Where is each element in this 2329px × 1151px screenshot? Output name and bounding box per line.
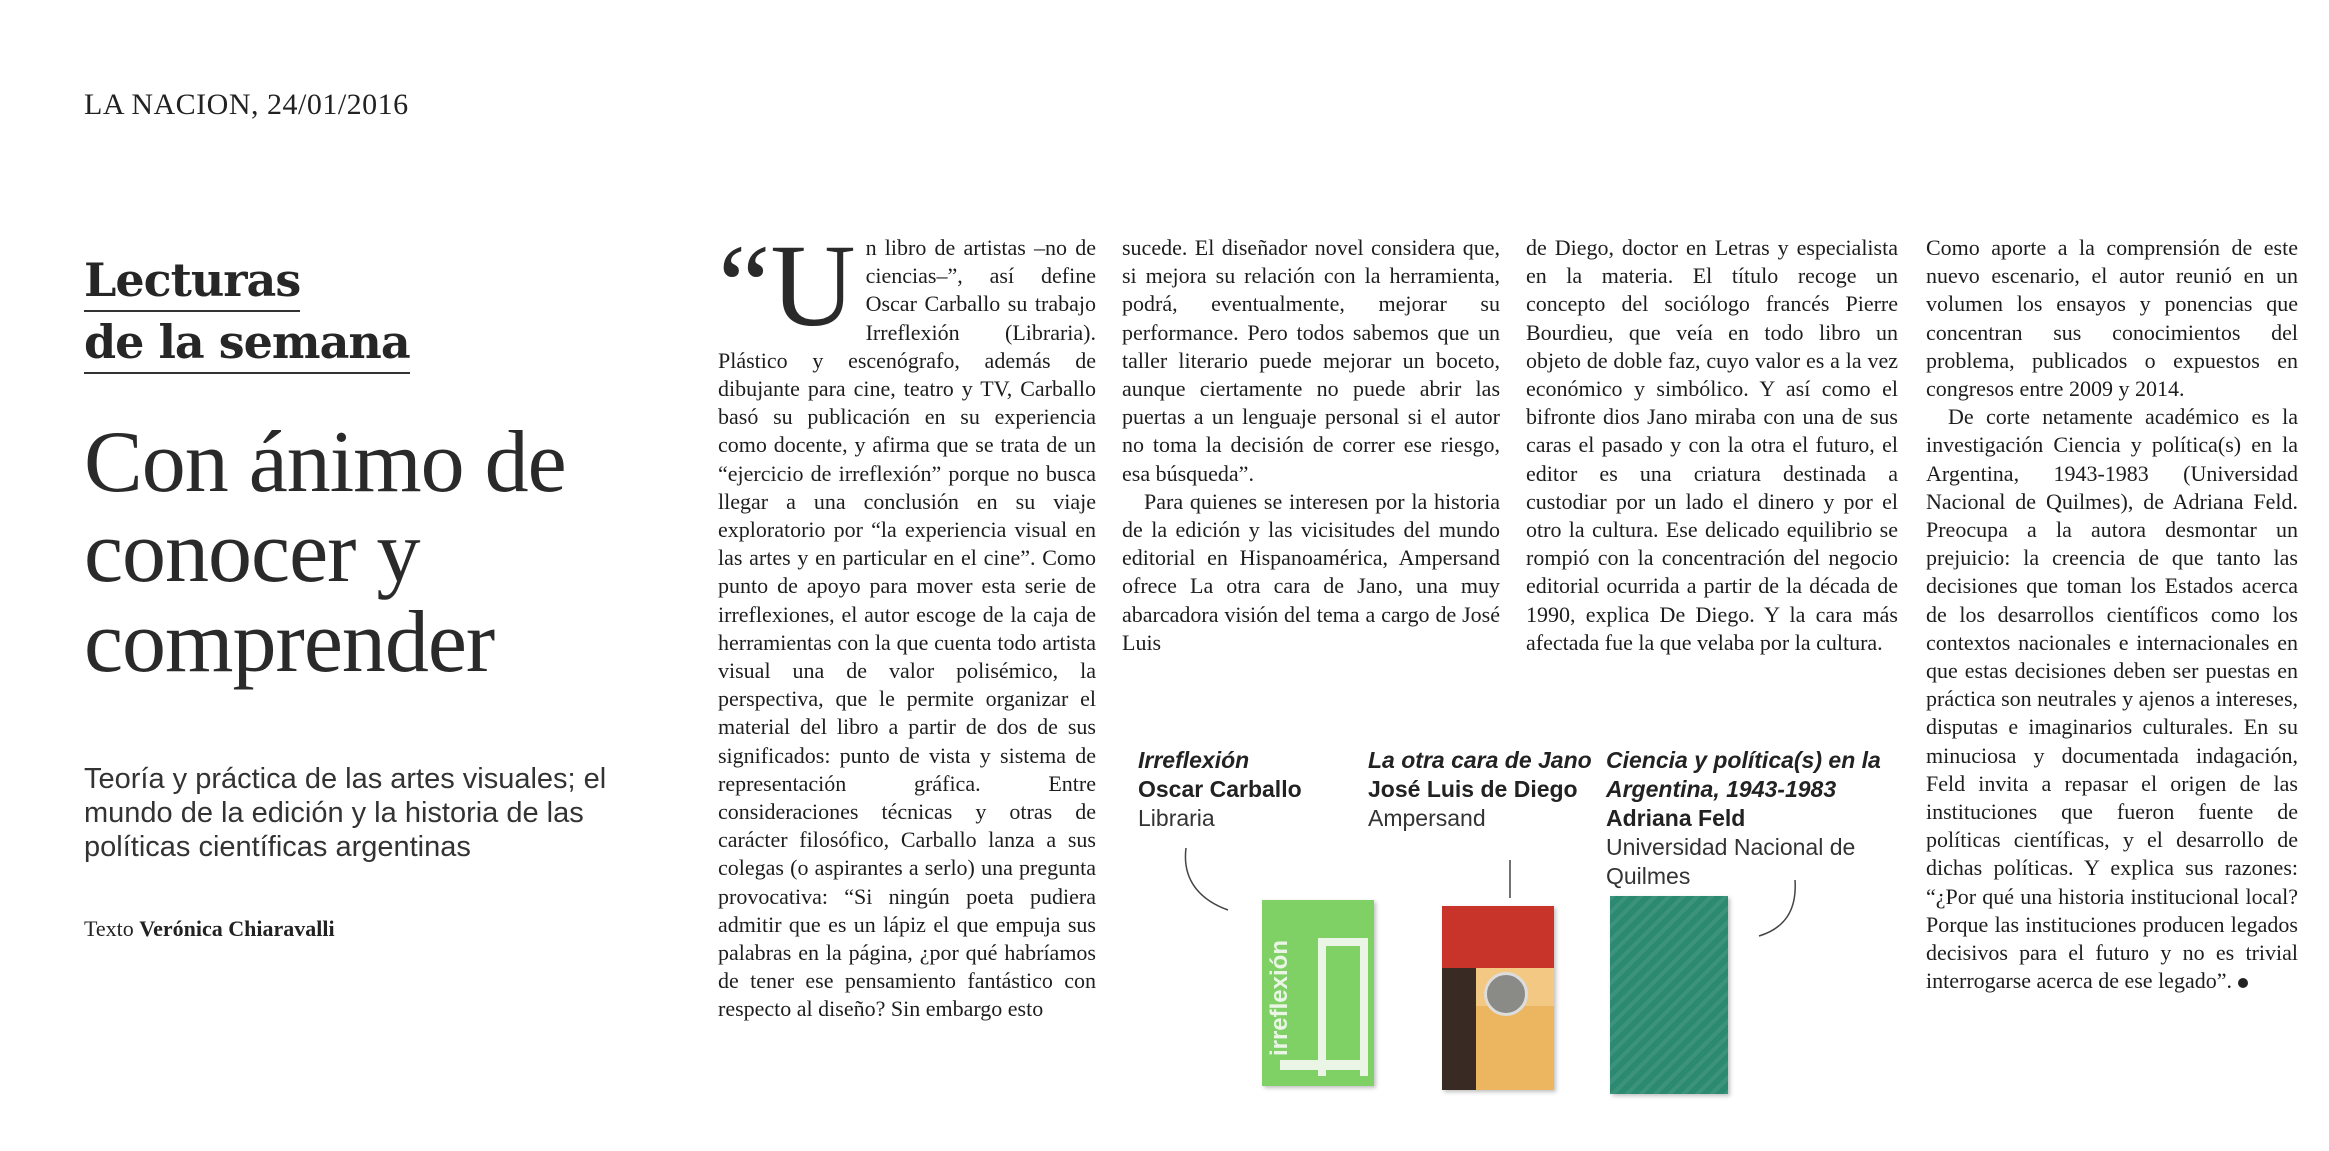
book-3-author: Adriana Feld <box>1606 805 1746 831</box>
byline-prefix: Texto <box>84 916 140 941</box>
subheadline: Teoría y práctica de las artes visuales; el mundo de la edición y la historia de las políticas científicas argentinas <box>84 763 607 863</box>
book-3-publisher: Universidad Nacional de Quilmes <box>1606 834 1856 889</box>
drop-cap: “U <box>718 220 856 351</box>
cover-2-red-block <box>1442 906 1554 968</box>
cover-1-window-shape <box>1318 938 1368 1076</box>
book-caption-1 <box>1138 746 1358 833</box>
headline: Con ánimo de conocer y comprender <box>84 414 566 691</box>
column-1-text: n libro de artistas –no de ciencias–”, así define Oscar Carballo su trabajo Irreflexión (Libraria). Plástico y escenógrafo, además de dibujante para cine, teatro y TV, Carballo basó su publicación en su experiencia como docente, y afirma que se trata de un “ejercicio de irreflexión” porque no busca llegar a una conclusión en su viaje exploratorio por “la experiencia visual en las artes y en particular en el cine”. Como punto de apoyo para mover esta serie de irreflexiones, el autor escoge de la caja de herramientas con la que cuenta todo artista visual una de valor polisémico, la perspectiva, que le permite organizar el material del libro a partir de dos de sus significados: punto de vista y sistema de representación gráfica. Entre consideraciones técnicas y otras de carácter filosófico, Carballo lanza a sus colegas (o aspirantes a serlo) una pregunta provocativa: “Si ningún poeta pudiera admitir que es un lápiz el que empuja sus palabras en la página, ¿por qué habríamos de tener ese pensamiento fantástico con respecto al diseño? Sin embargo esto <box>718 235 1096 1022</box>
column-2-paragraph-2: Para quienes se interesen por la historia de la edición y las vicisitudes del mundo editorial en Hispanoamérica, Ampersand ofrece La otra cara de Jano, una muy abarcadora visión del tema a cargo de José Luis <box>1122 488 1500 655</box>
article-column-3 <box>1526 234 1898 657</box>
book-cover-ciencia-y-politicas <box>1610 896 1728 1094</box>
cover-1-word: irreflexión <box>1266 940 1293 1057</box>
cover-1-bar-shape <box>1280 1060 1360 1070</box>
end-of-article-icon <box>2238 978 2248 988</box>
cover-2-coin-icon <box>1484 972 1528 1016</box>
section-title <box>84 250 414 374</box>
cover-2-ochre-block <box>1476 1006 1554 1090</box>
book-2-title: La otra cara de Jano <box>1368 747 1592 773</box>
book-caption-3 <box>1606 746 1906 891</box>
book-1-title: Irreflexión <box>1138 747 1250 773</box>
leader-line-3 <box>1755 880 1815 940</box>
article-column-1 <box>718 220 1096 1024</box>
book-2-publisher: Ampersand <box>1368 805 1486 831</box>
column-2-paragraph-1: sucede. El diseñador novel considera que, si mejora su relación con la herramienta, podrá, eventualmente, mejorar su performance. Pero todos sabemos que un taller literario puede mejorar un boceto, aunque ciertamente no puede abrir las puertas a un lenguaje personal si el autor no toma la decisión de correr ese riesgo, esa búsqueda”. <box>1122 235 1500 486</box>
book-2-author: José Luis de Diego <box>1368 776 1578 802</box>
section-title-line2: de la semana <box>84 312 410 374</box>
cover-3-texture <box>1610 896 1728 1094</box>
article-column-2 <box>1122 234 1500 657</box>
book-cover-la-otra-cara-de-jano <box>1442 906 1554 1090</box>
column-3-text: de Diego, doctor en Letras y especialista en la materia. El título recoge un concepto del sociólogo francés Pierre Bourdieu, que veía en todo libro un objeto de doble faz, cuyo valor es a la vez económico y simbólico. Y así como el bifronte dios Jano miraba con una de sus caras el pasado y con la otra el futuro, el editor es una criatura destinada a custodiar por un lado el dinero y por el otro la cultura. Ese delicado equilibrio se rompió con la concentración del negocio editorial ocurrida a partir de la década de 1990, explica De Diego. Y la cara más afectada fue la que velaba por la cultura. <box>1526 235 1898 655</box>
column-4-paragraph-2-text: De corte netamente académico es la investigación Ciencia y política(s) en la Argentina, 1943-1983 (Universidad Nacional de Quilmes), de Adriana Feld. Preocupa a la autora desmontar un prejuicio: la creencia de que tanto las decisiones que toman los Estados acerca de los desarrollos científicos como los contextos nacionales e internacionales en que estas decisiones deben ser puestas en práctica son neutrales y ajenos a intereses, disputas e imaginarios culturales. En su minuciosa y documentada indagación, Feld invita a repasar el origen de las instituciones que fueron fuente de políticas científicas, y el desarrollo de dichas políticas. Y explica sus razones: “¿Por qué una historia institucional local? Porque las instituciones producen legados decisivos para el futuro y no es trivial interrogarse acerca de ese legado”. <box>1926 404 2299 994</box>
book-cover-irreflexion <box>1262 900 1374 1086</box>
leader-line-2 <box>1500 860 1520 900</box>
leader-line-1 <box>1170 840 1250 920</box>
byline-author: Verónica Chiaravalli <box>139 916 335 941</box>
book-1-author: Oscar Carballo <box>1138 776 1302 802</box>
newspaper-source-date: LA NACION, 24/01/2016 <box>84 88 409 121</box>
byline <box>84 916 335 942</box>
cover-2-dark-block <box>1442 968 1476 1090</box>
column-4-paragraph-2 <box>1926 403 2298 995</box>
section-title-line1: Lecturas <box>84 250 300 312</box>
book-1-publisher: Libraria <box>1138 805 1215 831</box>
book-3-title: Ciencia y política(s) en la Argentina, 1943-1983 <box>1606 747 1881 802</box>
book-caption-2 <box>1368 746 1598 833</box>
column-4-paragraph-1: Como aporte a la comprensión de este nuevo escenario, el autor reunió en un volumen los ensayos y ponencias que concentran sus conocimientos del problema, publicados o expuestos en congresos entre 2009 y 2014. <box>1926 235 2298 402</box>
article-column-4 <box>1926 234 2298 995</box>
